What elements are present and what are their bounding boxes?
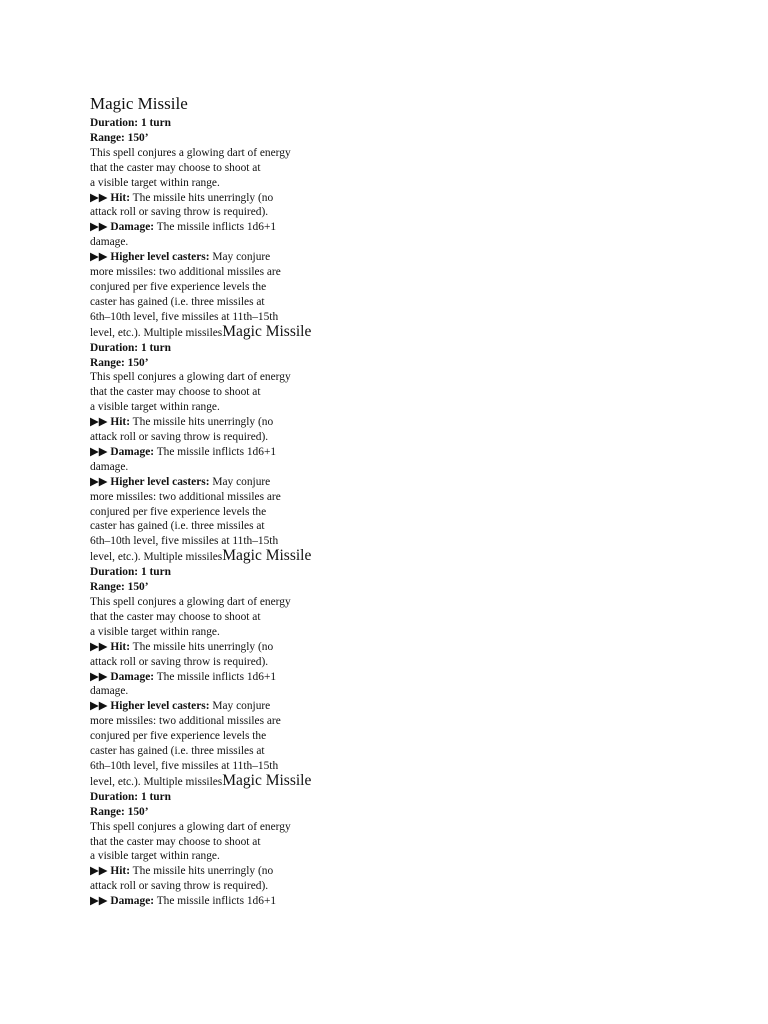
spell-block xyxy=(90,92,390,341)
description-line: that the caster may choose to shoot at xyxy=(90,161,261,174)
hit-text-line: attack roll or saving throw is required). xyxy=(90,655,269,668)
higher-text-line xyxy=(90,771,390,790)
hit-text: The missile hits unerringly (no xyxy=(132,640,274,653)
higher-text-line: caster has gained (i.e. three missiles at xyxy=(90,295,265,308)
description-line: a visible target within range. xyxy=(90,176,220,189)
range-line: Range: 150’ xyxy=(90,805,149,818)
duration-line: Duration: 1 turn xyxy=(90,566,172,579)
higher-text-line: more missiles: two additional missiles are xyxy=(90,266,281,279)
higher-text-line: 6th–10th level, five missiles at 11th–15th xyxy=(90,759,279,772)
higher-text-line: caster has gained (i.e. three missiles at xyxy=(90,520,265,533)
hit-line xyxy=(90,191,390,206)
hit-line xyxy=(90,640,390,655)
damage-text: The missile inflicts 1d6+1 xyxy=(156,895,277,908)
spell-block xyxy=(90,341,390,566)
description-line: This spell conjures a glowing dart of energy xyxy=(90,371,291,384)
damage-text: The missile inflicts 1d6+1 xyxy=(156,445,277,458)
higher-text: level, etc.). Multiple missiles xyxy=(90,551,223,564)
higher-text-line: 6th–10th level, five missiles at 11th–15th xyxy=(90,310,279,323)
damage-text: The missile inflicts 1d6+1 xyxy=(156,670,277,683)
description-line: a visible target within range. xyxy=(90,625,220,638)
range-line: Range: 150’ xyxy=(90,131,149,144)
duration-line: Duration: 1 turn xyxy=(90,790,172,803)
hit-label: Hit: xyxy=(110,865,131,878)
spell-title: Magic Missile xyxy=(222,547,312,565)
higher-label: Higher level casters: xyxy=(110,700,210,713)
higher-text-line: more missiles: two additional missiles are xyxy=(90,715,281,728)
higher-line xyxy=(90,250,390,265)
spell-title: Magic Missile xyxy=(222,771,312,789)
hit-label: Hit: xyxy=(110,191,131,204)
arrow-icon: ▶▶ xyxy=(90,700,108,713)
higher-text-line: conjured per five experience levels the xyxy=(90,730,267,743)
description-line: This spell conjures a glowing dart of energy xyxy=(90,820,291,833)
document-body xyxy=(90,92,390,909)
higher-text: May conjure xyxy=(212,700,271,713)
damage-line xyxy=(90,670,390,685)
hit-text-line: attack roll or saving throw is required). xyxy=(90,880,269,893)
higher-text: level, etc.). Multiple missiles xyxy=(90,775,223,788)
duration-line: Duration: 1 turn xyxy=(90,341,172,354)
arrow-icon: ▶▶ xyxy=(90,445,108,458)
description-line: that the caster may choose to shoot at xyxy=(90,610,261,623)
higher-text-line xyxy=(90,549,390,565)
higher-text-line: conjured per five experience levels the xyxy=(90,505,267,518)
higher-text-line: more missiles: two additional missiles are xyxy=(90,490,281,503)
higher-line xyxy=(90,699,390,714)
hit-label: Hit: xyxy=(110,416,131,429)
damage-label: Damage: xyxy=(110,445,155,458)
damage-text: The missile inflicts 1d6+1 xyxy=(156,221,277,234)
description-line: This spell conjures a glowing dart of energy xyxy=(90,146,291,159)
damage-label: Damage: xyxy=(110,221,155,234)
higher-text-line: 6th–10th level, five missiles at 11th–15th xyxy=(90,535,279,548)
hit-text: The missile hits unerringly (no xyxy=(132,416,274,429)
arrow-icon: ▶▶ xyxy=(90,895,108,908)
description-line: that the caster may choose to shoot at xyxy=(90,386,261,399)
spell-title: Magic Missile xyxy=(90,94,188,113)
arrow-icon: ▶▶ xyxy=(90,221,108,234)
description-line: This spell conjures a glowing dart of energy xyxy=(90,596,291,608)
arrow-icon: ▶▶ xyxy=(90,640,108,653)
higher-text-line: caster has gained (i.e. three missiles at xyxy=(90,745,265,758)
range-line: Range: 150’ xyxy=(90,581,149,594)
range-line: Range: 150’ xyxy=(90,356,149,369)
hit-line xyxy=(90,864,390,879)
higher-text: May conjure xyxy=(212,475,271,488)
higher-line xyxy=(90,475,390,490)
description-line: that the caster may choose to shoot at xyxy=(90,835,261,848)
higher-text-line xyxy=(90,322,390,341)
arrow-icon: ▶▶ xyxy=(90,865,108,878)
damage-label: Damage: xyxy=(110,670,155,683)
damage-text-line: damage. xyxy=(90,460,129,473)
damage-label: Damage: xyxy=(110,895,155,908)
hit-text-line: attack roll or saving throw is required). xyxy=(90,431,269,444)
arrow-icon: ▶▶ xyxy=(90,416,108,429)
arrow-icon: ▶▶ xyxy=(90,670,108,683)
damage-text-line: damage. xyxy=(90,236,129,249)
hit-text: The missile hits unerringly (no xyxy=(132,865,274,878)
description-line: a visible target within range. xyxy=(90,850,220,863)
duration-line: Duration: 1 turn xyxy=(90,117,172,129)
higher-label: Higher level casters: xyxy=(110,251,210,264)
description-line: a visible target within range. xyxy=(90,401,220,414)
higher-text-line: conjured per five experience levels the xyxy=(90,280,267,293)
hit-text-line: attack roll or saving throw is required). xyxy=(90,206,269,219)
damage-line xyxy=(90,220,390,235)
spell-title: Magic Missile xyxy=(222,322,312,340)
higher-text: level, etc.). Multiple missiles xyxy=(90,326,223,339)
damage-line xyxy=(90,894,390,909)
arrow-icon: ▶▶ xyxy=(90,251,108,264)
arrow-icon: ▶▶ xyxy=(90,475,108,488)
spell-block xyxy=(90,565,390,790)
hit-label: Hit: xyxy=(110,640,131,653)
arrow-icon: ▶▶ xyxy=(90,191,108,204)
hit-text: The missile hits unerringly (no xyxy=(132,191,274,204)
spell-block xyxy=(90,790,390,909)
higher-text: May conjure xyxy=(212,251,271,264)
higher-label: Higher level casters: xyxy=(110,475,210,488)
damage-line xyxy=(90,445,390,460)
hit-line xyxy=(90,415,390,430)
damage-text-line: damage. xyxy=(90,685,129,698)
